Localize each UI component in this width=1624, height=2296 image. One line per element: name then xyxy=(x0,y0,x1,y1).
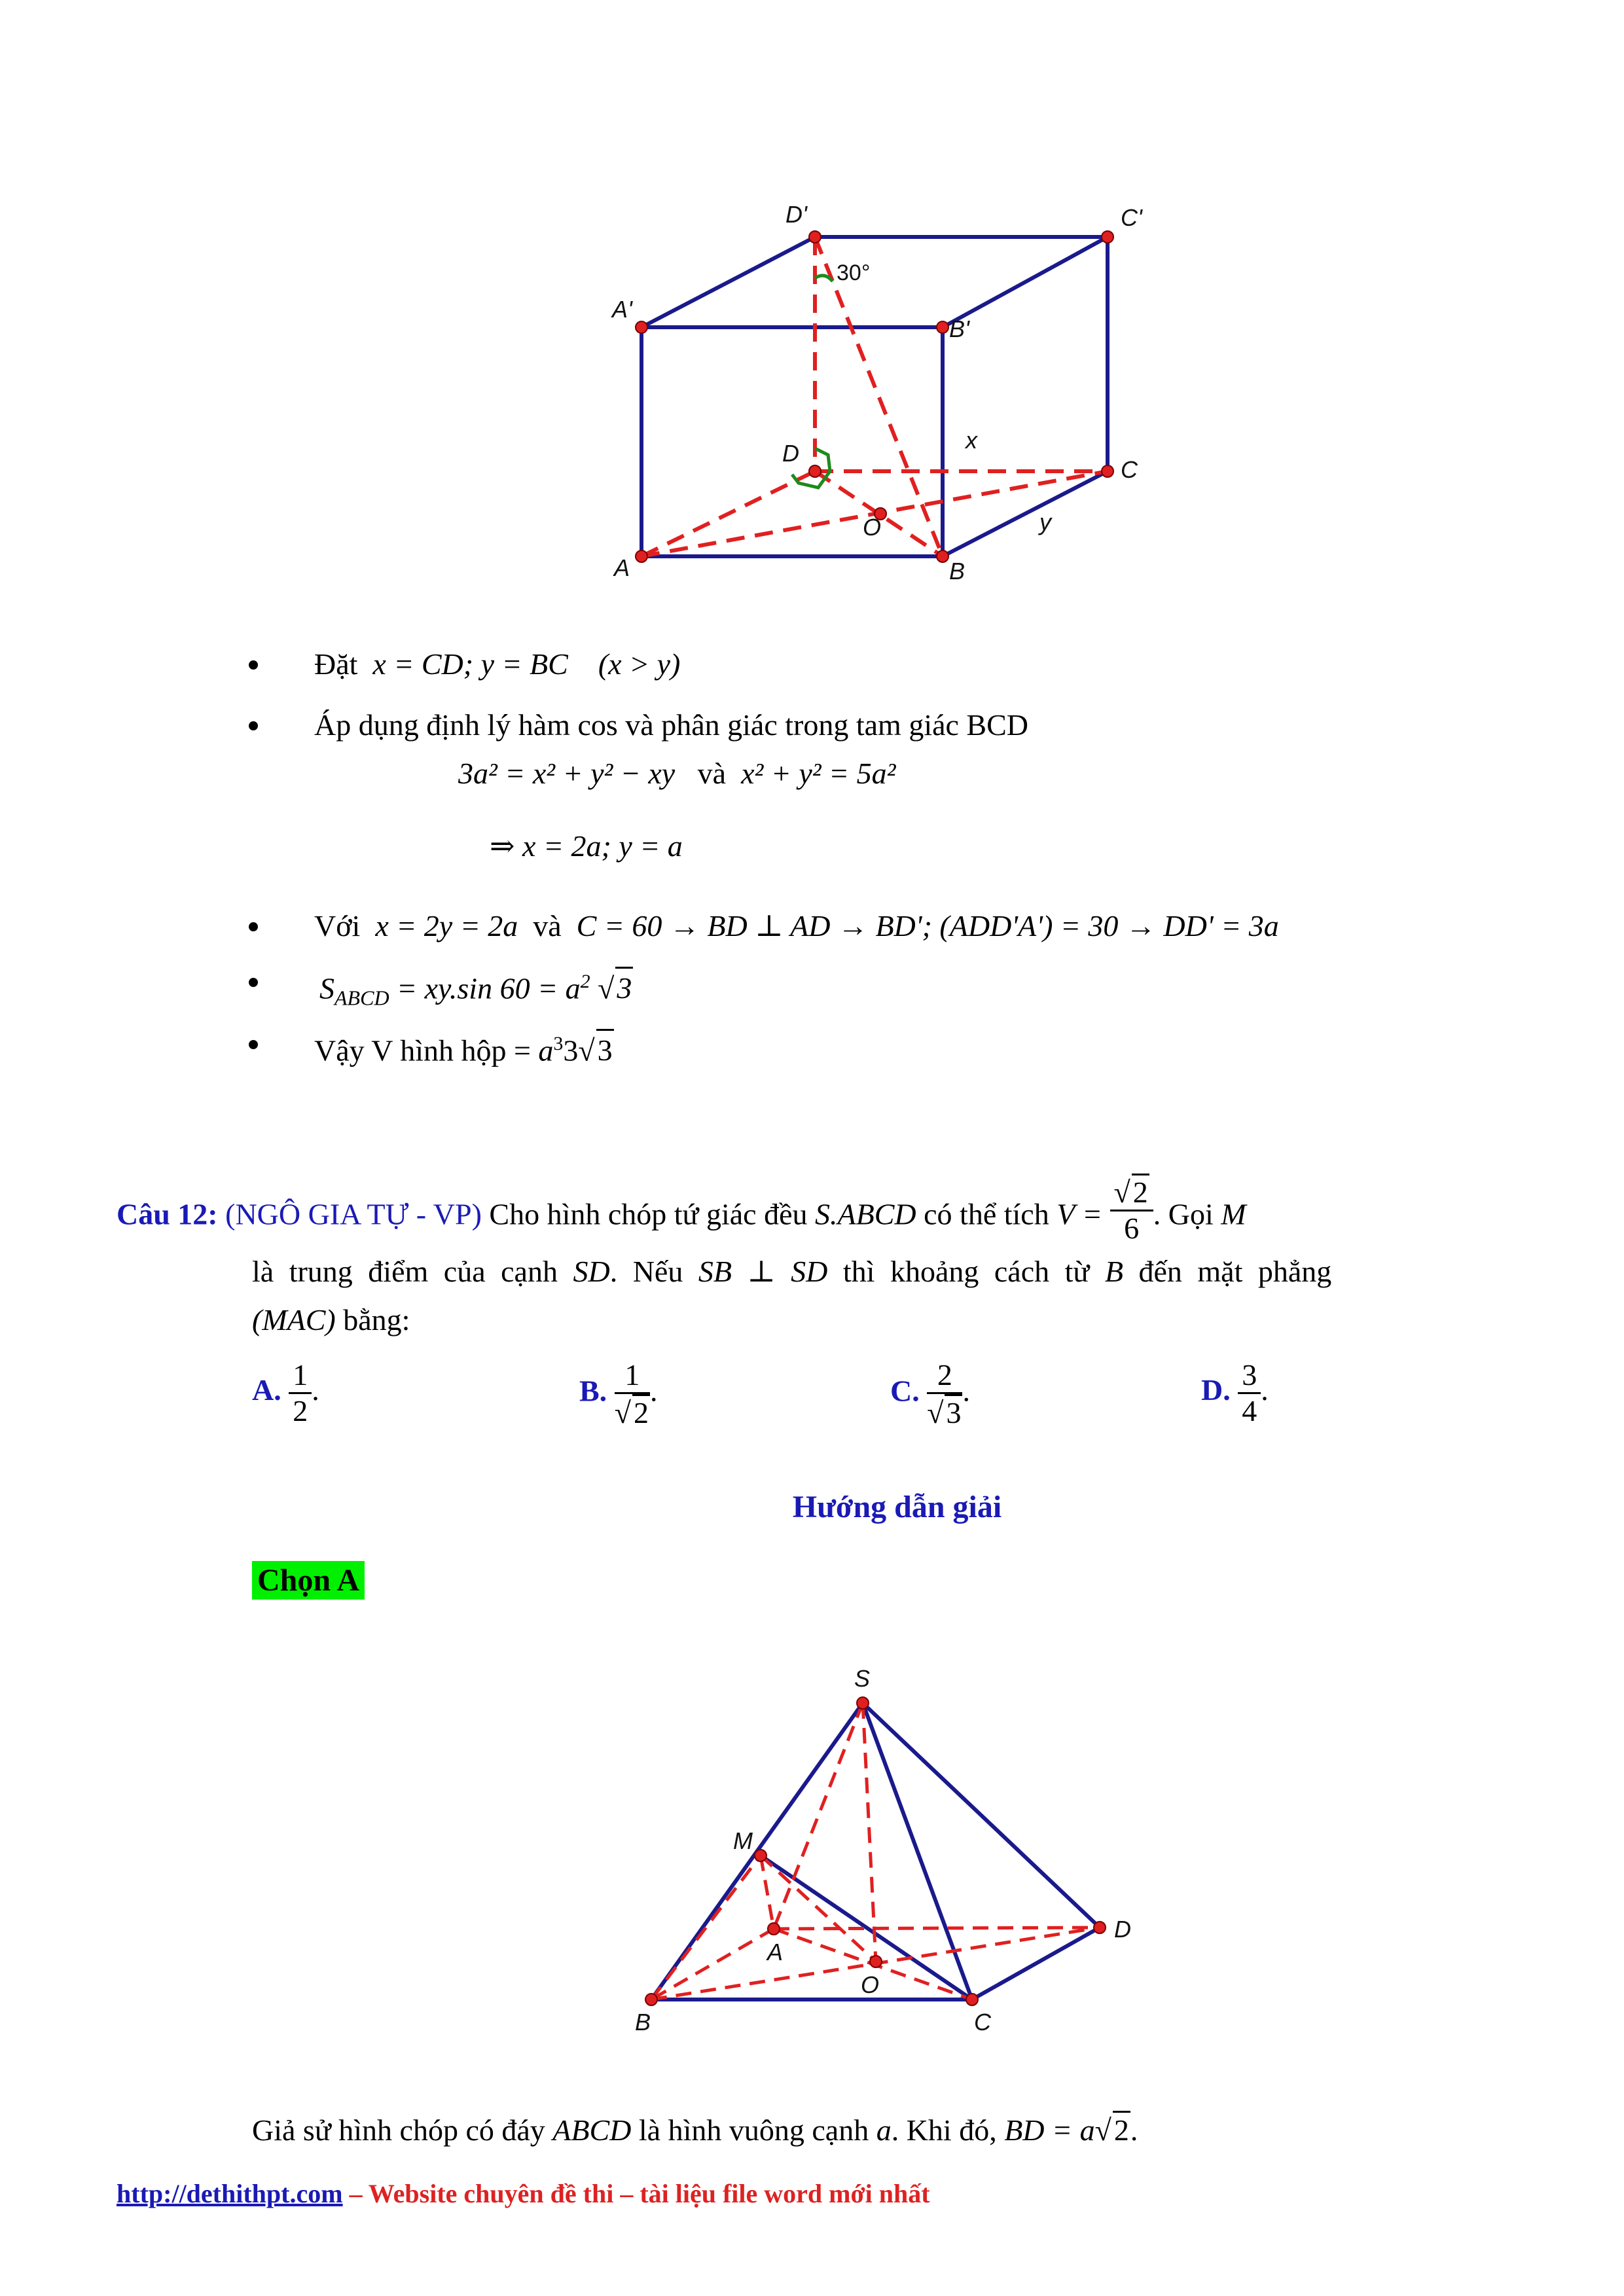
question-t3: . Gọi xyxy=(1153,1197,1214,1231)
bullet-5-sup: 3 xyxy=(553,1033,564,1054)
eq1-left: 3a² = x² + y² − xy xyxy=(458,757,676,790)
bullet-5-a: a xyxy=(538,1033,554,1067)
solution-t1: Giả sử hình chóp có đáy xyxy=(252,2113,545,2147)
question-line2-b: . Nếu xyxy=(609,1255,683,1288)
label-D: D xyxy=(782,440,799,467)
solution-m2: a xyxy=(876,2113,892,2147)
label-O: O xyxy=(863,514,882,541)
option-d-num: 3 xyxy=(1238,1358,1261,1394)
option-c-num: 2 xyxy=(927,1358,962,1394)
question-label: Câu 12: xyxy=(117,1197,218,1231)
label-A2: A xyxy=(767,1939,784,1965)
option-c[interactable]: C. $\frac{2}{√3}$ . xyxy=(890,1358,970,1429)
option-c-letter: C. xyxy=(890,1374,920,1408)
question-m3: M xyxy=(1221,1197,1246,1231)
label-A: A xyxy=(614,554,630,581)
question-frac-den: 6 xyxy=(1124,1211,1140,1245)
solution-t4: . xyxy=(1130,2113,1138,2147)
bullet-4-root: 3 xyxy=(615,967,633,1008)
option-c-den: 3 xyxy=(945,1394,962,1430)
question-line2-m2: SB ⊥ SD xyxy=(698,1255,828,1288)
option-b-letter: B. xyxy=(579,1374,607,1408)
option-d-letter: D. xyxy=(1201,1373,1231,1407)
label-y: y xyxy=(1039,509,1051,535)
question-line-1: Câu 12: (NGÔ GIA TỰ - VP) Cho hình chóp tứ giác đều S.ABCD có thể tích V = $\frac{√2}{6}$ . Gọi M xyxy=(117,1181,1246,1253)
dash-AD xyxy=(641,471,815,556)
bullet-3-text: Với xyxy=(314,909,361,942)
label-Ap: A' xyxy=(612,296,632,323)
edge-BpCp xyxy=(943,237,1108,327)
answer-label: Chọn A xyxy=(252,1561,365,1600)
label-O2: O xyxy=(861,1971,880,1998)
label-Bp: B' xyxy=(949,315,969,342)
bullet-5-root: 3 xyxy=(596,1029,614,1070)
option-a-letter: A. xyxy=(252,1373,281,1407)
bullet-1-text: Đặt xyxy=(314,647,358,681)
question-line3-t: bằng: xyxy=(343,1303,410,1336)
figure-cuboid xyxy=(589,190,1178,596)
solution-t3: . Khi đó, xyxy=(891,2113,997,2147)
question-frac-num: 2 xyxy=(1132,1174,1149,1210)
solution-m1: ABCD xyxy=(552,2113,632,2147)
label-B2: B xyxy=(635,2009,651,2036)
footer-link[interactable]: http://dethithpt.com xyxy=(117,2179,343,2208)
option-b-num: 1 xyxy=(615,1358,650,1394)
eq1-right: x² + y² = 5a² xyxy=(741,757,896,790)
bullet-3-math1: x = 2y = 2a xyxy=(375,909,518,942)
label-C2: C xyxy=(974,2009,991,2036)
bullet-4-S: S xyxy=(319,971,334,1005)
question-source: (NGÔ GIA TỰ - VP) xyxy=(225,1197,482,1231)
question-line2-m1: SD xyxy=(573,1255,610,1288)
equation-2 xyxy=(490,828,683,863)
option-b-den: 2 xyxy=(632,1394,650,1430)
question-line3-m: (MAC) xyxy=(252,1303,336,1336)
label-C: C xyxy=(1121,456,1138,483)
equation-1 xyxy=(458,756,895,791)
question-m1: S.ABCD xyxy=(815,1197,916,1231)
option-d-den: 4 xyxy=(1242,1394,1257,1427)
edge-BC xyxy=(943,471,1108,556)
label-D2: D xyxy=(1114,1916,1131,1943)
bullet-4-sup: 2 xyxy=(580,971,590,992)
label-M: M xyxy=(733,1827,753,1854)
bullet-5-text: Vậy V hình hộp = xyxy=(314,1033,539,1067)
question-line-2 xyxy=(252,1253,1331,1289)
answer-options xyxy=(252,1358,1430,1450)
label-Dp: D' xyxy=(785,201,807,228)
solution-root: 2 xyxy=(1113,2111,1130,2147)
solution-line: Giả sử hình chóp có đáy ABCD là hình vuông cạnh a. Khi đó, BD = a√2. xyxy=(252,2111,1138,2147)
guide-heading: Hướng dẫn giải xyxy=(792,1490,1002,1524)
bullet-5-coef: 3 xyxy=(563,1033,579,1067)
bullet-4-rest: = xy.sin 60 = a xyxy=(389,971,581,1005)
bullet-2-text: Áp dụng định lý hàm cos và phân giác trong tam giác BCD xyxy=(314,708,1029,742)
option-a-den: 2 xyxy=(293,1394,308,1427)
footer-text: – Website chuyên đề thi – tài liệu file word mới nhất xyxy=(342,2179,930,2208)
question-line-3 xyxy=(252,1302,410,1337)
bullet-3-mid: và xyxy=(533,909,562,942)
question-line2-a: là trung điểm của cạnh xyxy=(252,1255,558,1288)
bullet-3-math2: C = 60 → BD ⊥ AD → BD'; (ADD'A') = 30 → DD' = 3a xyxy=(576,909,1279,942)
dash-SO xyxy=(863,1703,876,1962)
question-line2-c: thì khoảng cách từ xyxy=(842,1255,1090,1288)
option-a[interactable]: A. $\frac{1}{2}$ . xyxy=(252,1358,319,1427)
question-t2: có thể tích xyxy=(924,1197,1049,1231)
footer xyxy=(117,2178,930,2209)
question-t1: Cho hình chóp tứ giác đều xyxy=(489,1197,808,1231)
eq2: ⇒ x = 2a; y = a xyxy=(490,829,683,863)
label-Cp: C' xyxy=(1121,204,1142,231)
option-b[interactable]: B. $\frac{1}{√2}$ . xyxy=(579,1358,658,1429)
label-S: S xyxy=(854,1665,871,1692)
question-m2: V = xyxy=(1056,1197,1103,1231)
solution-m3: BD = a xyxy=(1004,2113,1095,2147)
dash-AD xyxy=(774,1928,1100,1929)
solution-t2: là hình vuông cạnh xyxy=(638,2113,869,2147)
label-angle: 30° xyxy=(837,260,871,285)
bullet-4-sub: ABCD xyxy=(334,986,389,1010)
dash-BM xyxy=(651,1856,761,2000)
edge-SC xyxy=(863,1703,972,2000)
question-line2-m3: B xyxy=(1104,1255,1123,1288)
figure-pyramid xyxy=(615,1649,1152,2042)
edge-CD xyxy=(972,1928,1100,2000)
edge-ApDp xyxy=(641,237,815,327)
bullet-1-cond: (x > y) xyxy=(598,647,681,681)
edge-SD xyxy=(863,1703,1100,1928)
option-d[interactable]: D. $\frac{3}{4}$ . xyxy=(1201,1358,1269,1427)
option-a-num: 1 xyxy=(289,1358,312,1394)
label-x: x xyxy=(965,427,977,454)
bullet-1-math: x = CD; y = BC xyxy=(372,647,568,681)
eq1-mid: và xyxy=(697,757,727,790)
question-line2-d: đến mặt phẳng xyxy=(1138,1255,1332,1288)
label-B: B xyxy=(949,558,965,584)
